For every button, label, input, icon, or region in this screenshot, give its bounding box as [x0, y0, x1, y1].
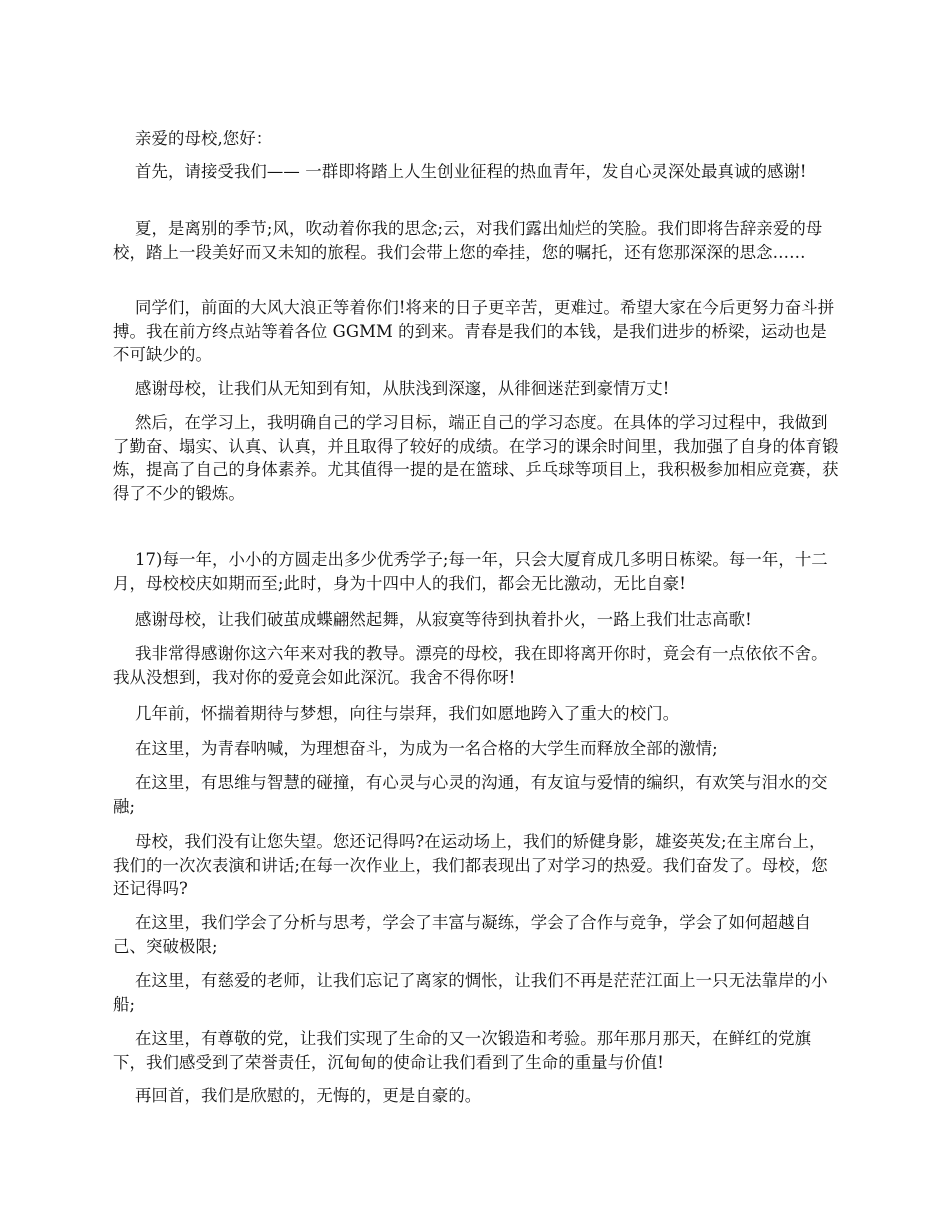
paragraph-greeting: 亲爱的母校,您好：: [135, 129, 273, 148]
paragraph: 在这里，我们学会了分析与思考，学会了丰富与凝练，学会了合作与竞争，学会了如何超越自己、突破极限;: [113, 913, 812, 956]
paragraph: 然后，在学习上，我明确自己的学习目标，端正自己的学习态度。在具体的学习过程中，我做到了勤奋、塌实、认真、认真，并且取得了较好的成绩。在学习的课余时间里，我加强了自身的体育锻炼，提高了自己的身体素养。尤其值得一提的是在篮球、乒乓球等项目上，我积极参加相应竞赛，获得了不少的锻炼。: [113, 413, 839, 503]
paragraph: 感谢母校，让我们破茧成蝶翩然起舞，从寂寞等待到执着扑火，一路上我们壮志高歌!: [135, 610, 752, 629]
paragraph: 17)每一年，小小的方圆走出多少优秀学子;每一年，只会大厦育成几多明日栋梁。每一年，十二月，母校校庆如期而至;此时，身为十四中人的我们，都会无比激动，无比自豪!: [113, 550, 828, 593]
paragraph: 在这里，有慈爱的老师，让我们忘记了离家的惆怅，让我们不再是茫茫江面上一只无法靠岸的小船;: [113, 971, 828, 1014]
paragraph: 母校，我们没有让您失望。您还记得吗?在运动场上，我们的矫健身影，雄姿英发;在主席台上，我们的一次次表演和讲话;在每一次作业上，我们都表现出了对学习的热爱。我们奋发了。母校，您还记得吗?: [113, 832, 828, 898]
paragraph: 再回首，我们是欣慰的，无悔的，更是自豪的。: [135, 1086, 482, 1105]
paragraph: 同学们，前面的大风大浪正等着你们!将来的日子更辛苦，更难过。希望大家在今后更努力奋斗拼搏。我在前方终点站等着各位 GGMM 的到来。青春是我们的本钱，是我们进步的桥梁，运动也是不可缺少的。: [113, 298, 835, 364]
paragraph: 感谢母校，让我们从无知到有知，从肤浅到深邃，从徘徊迷茫到豪情万丈!: [135, 379, 670, 398]
paragraph: 在这里，为青春呐喊，为理想奋斗，为成为一名合格的大学生而释放全部的激情;: [135, 739, 718, 758]
paragraph: 首先，请接受我们—— 一群即将踏上人生创业征程的热血青年，发自心灵深处最真诚的感谢!: [135, 162, 807, 181]
paragraph: 在这里，有尊敬的党，让我们实现了生命的又一次锻造和考验。那年那月那天，在鲜红的党旗下，我们感受到了荣誉责任，沉甸甸的使命让我们看到了生命的重量与价值!: [113, 1029, 812, 1072]
paragraph: 我非常得感谢你这六年来对我的教导。漂亮的母校，我在即将离开你时，竟会有一点依依不舍。我从没想到，我对你的爱竟会如此深沉。我舍不得你呀!: [113, 644, 828, 687]
paragraph: 几年前，怀揣着期待与梦想，向往与崇拜，我们如愿地跨入了重大的校门。: [135, 704, 680, 723]
paragraph: 夏，是离别的季节;风，吹动着你我的思念;云，对我们露出灿烂的笑脸。我们即将告辞亲爱的母校，踏上一段美好而又未知的旅程。我们会带上您的牵挂，您的嘱托，还有您那深深的思念……: [113, 219, 823, 262]
paragraph: 在这里，有思维与智慧的碰撞，有心灵与心灵的沟通，有友谊与爱情的编织，有欢笑与泪水的交融;: [113, 773, 828, 816]
